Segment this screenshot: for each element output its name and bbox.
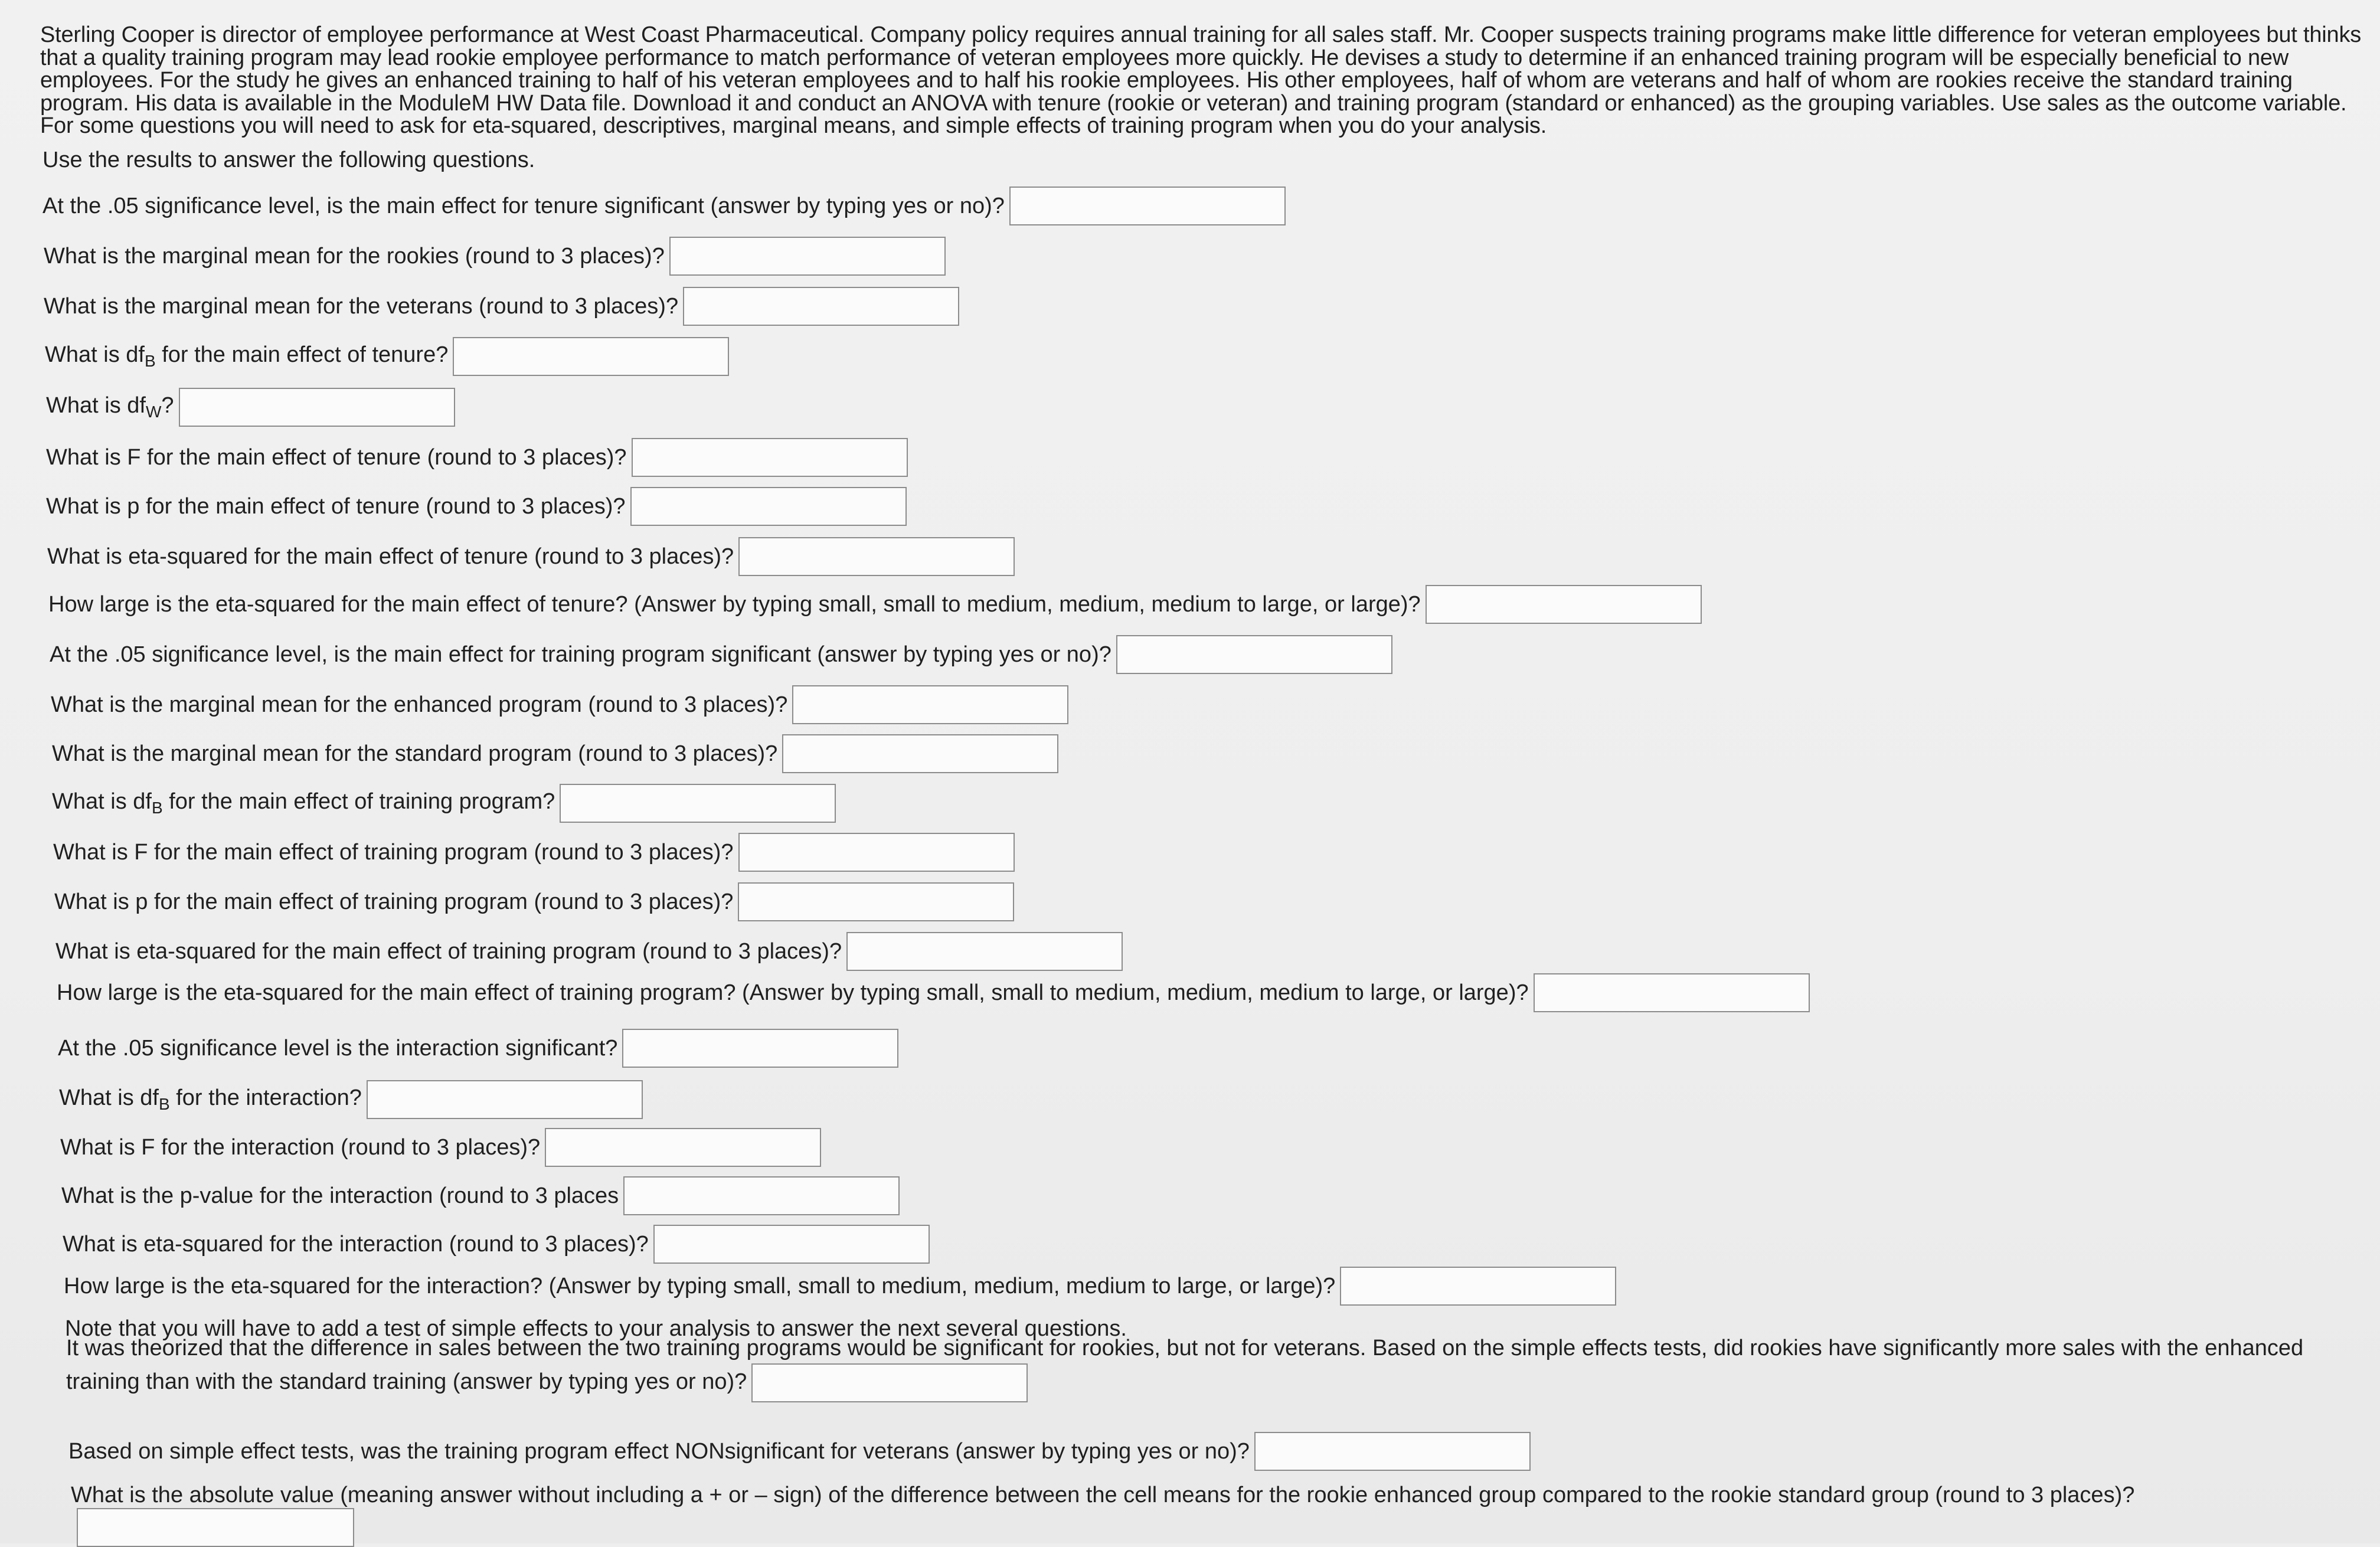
- answer-input-26[interactable]: [77, 1508, 354, 1547]
- answer-input-25[interactable]: [1254, 1432, 1531, 1471]
- answer-input-10[interactable]: [1116, 635, 1392, 674]
- question-label: How large is the eta-squared for the main effect of training program? (Answer by typing small, small to medium, medium, medium to large, or large)?: [57, 980, 1529, 1005]
- question-8: [47, 535, 1015, 578]
- question-label: At the .05 significance level, is the main effect for training program significant (answer by typing yes or no)?: [50, 642, 1111, 667]
- question-1: [42, 185, 1286, 227]
- question-24: [66, 1333, 2374, 1402]
- question-3: [44, 285, 959, 328]
- answer-input-7[interactable]: [630, 487, 907, 526]
- question-label: It was theorized that the difference in sales between the two training programs would be significant for rookies, but not for veterans. Based on the simple effects tests, did rookies have significantly more sales with the enhanced training than with the standard training (answer by typing yes or no)?: [66, 1336, 2304, 1395]
- answer-input-17[interactable]: [1534, 973, 1810, 1012]
- answer-input-11[interactable]: [792, 685, 1068, 724]
- question-label: What is the p-value for the interaction (round to 3 places: [61, 1183, 619, 1208]
- question-label: How large is the eta-squared for the main effect of tenure? (Answer by typing small, small to medium, medium, medium to large, or large)?: [48, 591, 1421, 617]
- question-15: [54, 881, 1014, 923]
- question-12: [52, 732, 1058, 775]
- answer-input-18[interactable]: [622, 1029, 898, 1068]
- question-label: What is $df_B$ for the interaction?: [59, 1085, 362, 1113]
- question-21: [61, 1175, 900, 1217]
- question-5: [46, 386, 455, 429]
- answer-input-20[interactable]: [545, 1128, 821, 1167]
- question-7: [46, 485, 907, 528]
- question-label: What is F for the interaction (round to 3 places)?: [60, 1134, 541, 1160]
- answer-input-13[interactable]: [560, 784, 836, 823]
- answer-input-23[interactable]: [1340, 1267, 1616, 1306]
- question-label: What is $df_B$ for the main effect of tenure?: [45, 342, 449, 370]
- question-25: [68, 1430, 1531, 1473]
- instructions: Use the results to answer the following questions.: [42, 148, 535, 172]
- answer-input-4[interactable]: [453, 337, 729, 376]
- question-11: [51, 683, 1068, 726]
- answer-input-1[interactable]: [1009, 187, 1286, 225]
- simple-effects-note: Note that you will have to add a test of simple effects to your analysis to answer the next several questions.: [65, 1316, 1127, 1341]
- answer-input-12[interactable]: [782, 734, 1058, 773]
- question-label: At the .05 significance level, is the main effect for tenure significant (answer by typing yes or no)?: [42, 193, 1005, 218]
- answer-input-19[interactable]: [367, 1080, 643, 1119]
- question-label: What is the marginal mean for the rookies (round to 3 places)?: [44, 243, 665, 269]
- question-label: What is the marginal mean for the enhanced program (round to 3 places)?: [51, 692, 788, 717]
- question-10: [50, 633, 1392, 676]
- answer-input-14[interactable]: [738, 833, 1015, 872]
- question-23: [64, 1265, 1616, 1307]
- question-label: Based on simple effect tests, was the training program effect NONsignificant for veterans (answer by typing yes or no)?: [68, 1438, 1250, 1464]
- answer-input-8[interactable]: [738, 537, 1015, 576]
- answer-input-16[interactable]: [846, 932, 1123, 971]
- question-label: What is p for the main effect of tenure (round to 3 places)?: [46, 493, 626, 519]
- question-label: What is eta-squared for the main effect of training program (round to 3 places)?: [55, 938, 842, 964]
- question-label: What is F for the main effect of tenure (round to 3 places)?: [46, 444, 627, 470]
- question-6: [46, 436, 908, 479]
- question-label: What is F for the main effect of training program (round to 3 places)?: [53, 839, 734, 865]
- question-16: [55, 930, 1123, 973]
- answer-input-6[interactable]: [632, 438, 908, 477]
- question-label: What is eta-squared for the interaction (round to 3 places)?: [63, 1231, 649, 1257]
- answer-input-3[interactable]: [683, 287, 959, 326]
- answer-input-22[interactable]: [653, 1225, 930, 1264]
- question-label: What is the marginal mean for the veterans (round to 3 places)?: [44, 293, 679, 319]
- question-17: [57, 972, 1810, 1014]
- question-18: [58, 1027, 898, 1070]
- question-26-label: What is the absolute value (meaning answer without including a + or – sign) of the difference between the cell means for the rookie enhanced group compared to the rookie standard group (round to 3 places)?: [71, 1483, 2135, 1507]
- answer-input-5[interactable]: [179, 388, 455, 427]
- question-14: [53, 831, 1015, 874]
- answer-input-21[interactable]: [623, 1176, 900, 1215]
- question-20: [60, 1126, 821, 1169]
- question-22: [63, 1223, 930, 1265]
- question-2: [44, 235, 946, 277]
- answer-input-15[interactable]: [738, 882, 1014, 921]
- question-label: What is the marginal mean for the standard program (round to 3 places)?: [52, 741, 778, 766]
- question-label: What is eta-squared for the main effect of tenure (round to 3 places)?: [47, 544, 734, 569]
- question-19: [59, 1078, 643, 1121]
- question-label: What is $df_W$?: [46, 393, 174, 421]
- question-9: [48, 583, 1702, 626]
- question-label: How large is the eta-squared for the interaction? (Answer by typing small, small to medium, medium, medium to large, or large)?: [64, 1273, 1336, 1299]
- question-label: What is $df_B$ for the main effect of training program?: [52, 789, 555, 817]
- answer-input-24[interactable]: [751, 1363, 1028, 1402]
- answer-input-2[interactable]: [669, 237, 946, 276]
- question-13: [52, 782, 836, 825]
- question-label: At the .05 significance level is the interaction significant?: [58, 1035, 618, 1061]
- question-4: [45, 335, 729, 378]
- problem-description: Sterling Cooper is director of employee performance at West Coast Pharmaceutical. Company policy requires annual training for all sales staff. Mr. Cooper suspects training programs make little difference for veteran employees but thinks that a quality training program may lead rookie employee performance to match performance of veteran employees more quickly. He devises a study to determine if an enhanced training program will be especially beneficial to new employees. For the study he gives an enhanced training to half of his veteran employees and to half his rookie employees. His other employees, half of whom are veterans and half of whom are rookies receive the standard training program. His data is available in the ModuleM HW Data file. Download it and conduct an ANOVA with tenure (rookie or veteran) and training program (standard or enhanced) as the grouping variables. Use sales as the outcome variable. For some questions you will need to ask for eta-squared, descriptives, marginal means, and simple effects of training program when you do your analysis.: [40, 22, 2362, 138]
- question-label: What is p for the main effect of training program (round to 3 places)?: [54, 889, 734, 914]
- answer-input-9[interactable]: [1426, 585, 1702, 624]
